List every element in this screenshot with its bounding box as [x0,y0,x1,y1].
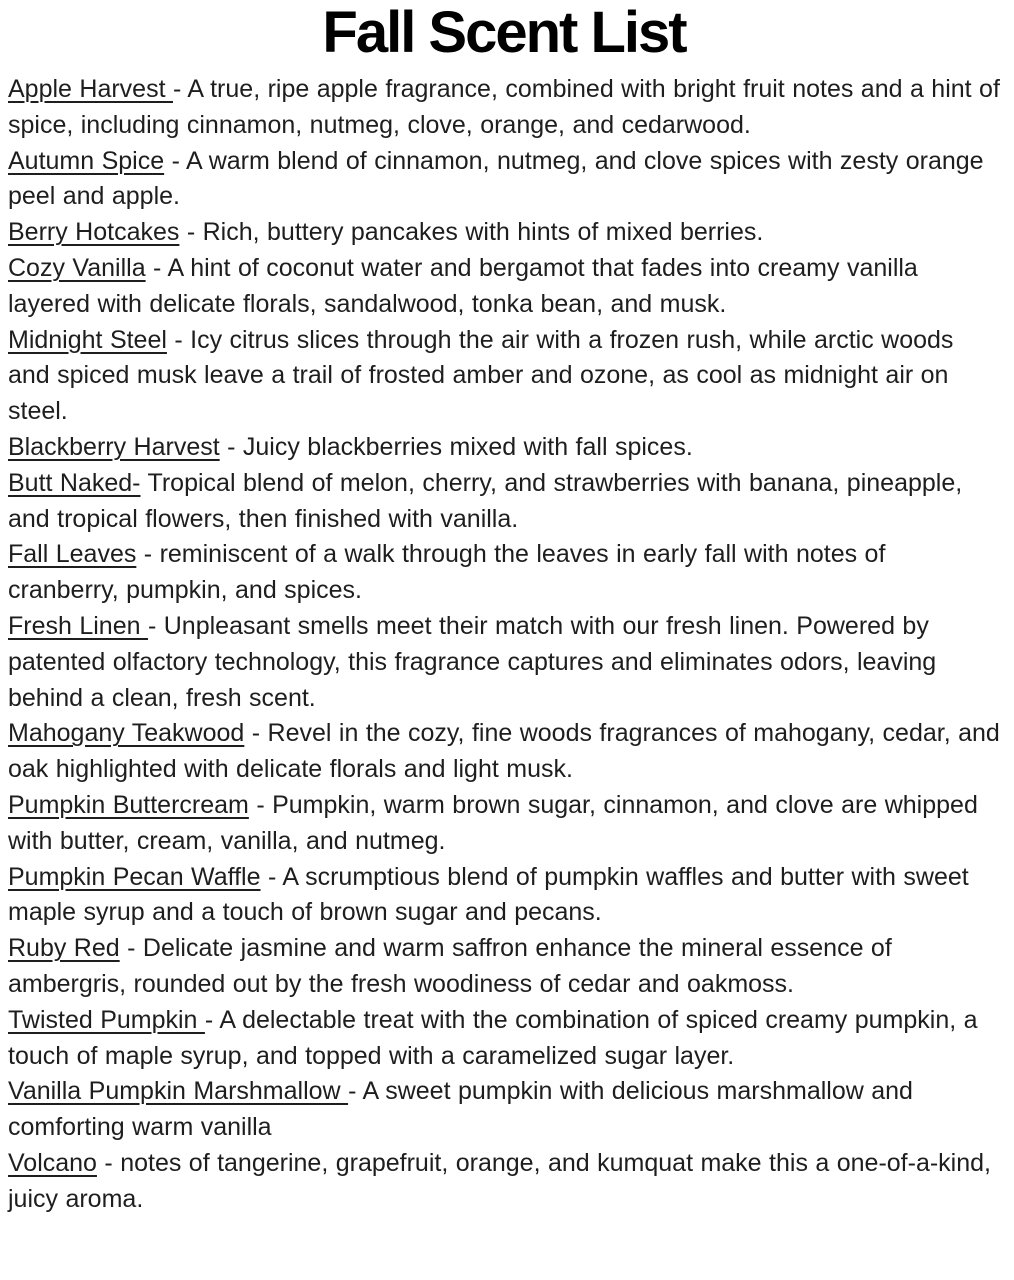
scent-separator: - [164,146,186,175]
scent-entry [8,72,1000,144]
scent-description: notes of tangerine, grapefruit, orange, and kumquat make this a one-of-a-kind, juicy aroma. [8,1148,991,1213]
scent-separator: - [172,75,188,103]
scent-separator: - [119,934,143,963]
scent-description: A true, ripe apple fragrance, combined with bright fruit notes and a hint of spice, including cinnamon, nutmeg, clove, orange, and cedarwood. [8,75,1000,139]
scent-name: Ruby Red [8,934,120,963]
scent-name: Pumpkin Buttercream [8,790,249,819]
scent-description: Pumpkin, warm brown sugar, cinnamon, and clove are whipped with butter, cream, vanilla, and nutmeg. [8,790,978,855]
scent-description: Juicy blackberries mixed with fall spices. [242,432,693,461]
scent-description: Delicate jasmine and warm saffron enhance the mineral essence of ambergris, rounded out by the fresh woodiness of cedar and oakmoss. [8,934,892,998]
scent-separator: - [248,790,273,819]
scent-entry [8,430,1000,466]
scent-name: Midnight Steel [8,325,167,354]
scent-description: A warm blend of cinnamon, nutmeg, and clove spices with zesty orange peel and apple. [8,146,984,211]
scent-name: Volcano [8,1148,97,1177]
scent-name: Blackberry Harvest [8,432,220,461]
scent-name: Cozy Vanilla [8,253,146,282]
scent-entry [8,860,1000,932]
scent-separator: - [244,719,268,748]
scent-separator: - [166,325,191,354]
scent-entry [8,323,1000,430]
scent-name: Mahogany Teakwood [8,719,245,748]
scent-separator: - [179,218,203,247]
scent-entry [8,931,1000,1003]
scent-description: A hint of coconut water and bergamot that fades into creamy vanilla layered with delicate florals, sandalwood, tonka bean, and musk. [8,253,918,318]
scent-name: Twisted Pumpkin [8,1005,205,1034]
scent-name: Autumn Spice [8,146,165,175]
scent-name: Vanilla Pumpkin Marshmallow [8,1077,349,1106]
scent-description: reminiscent of a walk through the leaves in early fall with notes of cranberry, pumpkin, and spices. [8,540,886,605]
scent-separator: - [147,611,164,640]
scent-entry [8,609,1000,716]
scent-separator: - [204,1005,220,1034]
scent-separator: - [136,540,160,569]
scent-name: Berry Hotcakes [8,218,180,247]
scent-description: Revel in the cozy, fine woods fragrances of mahogany, cedar, and oak highlighted with delicate florals and light musk. [8,719,1000,784]
scent-entry [8,716,1000,788]
scent-name: Pumpkin Pecan Waffle [8,862,261,891]
scent-description: A delectable treat with the combination of spiced creamy pumpkin, a touch of maple syrup, and topped with a caramelized sugar layer. [8,1005,978,1070]
scent-entry [8,215,1000,251]
scent-separator [141,469,148,497]
scent-entry [8,1003,1000,1075]
scent-separator: - [145,253,168,282]
scent-name: Butt Naked- [8,468,141,497]
scent-name: Apple Harvest [8,75,173,103]
scent-description: Icy citrus slices through the air with a frozen rush, while arctic woods and spiced musk leave a trail of frosted amber and ozone, as cool as midnight air on steel. [8,325,954,426]
scent-entry [8,1074,1000,1146]
scent-separator: - [219,432,243,461]
scent-entry [8,1146,1000,1218]
scent-entry [8,788,1000,860]
scent-description: A scrumptious blend of pumpkin waffles and butter with sweet maple syrup and a touch of brown sugar and pecans. [8,862,969,927]
scent-name: Fall Leaves [8,540,137,569]
scent-name: Fresh Linen [8,611,148,640]
scent-description: Unpleasant smells meet their match with our fresh linen. Powered by patented olfactory technology, this fragrance captures and eliminates odors, leaving behind a clean, fresh scent. [8,611,937,712]
scent-entry [8,144,1000,216]
scent-description: Rich, buttery pancakes with hints of mixed berries. [202,218,764,247]
scent-separator: - [96,1148,121,1177]
scent-separator: - [260,862,283,891]
scent-entry [8,466,1000,538]
scent-entry [8,537,1000,609]
page-title: Fall Scent List [322,0,686,65]
scent-description: Tropical blend of melon, cherry, and strawberries with banana, pineapple, and tropical flowers, then finished with vanilla. [8,468,963,533]
scent-entry [8,251,1000,323]
scent-separator: - [348,1077,363,1106]
scent-list [8,72,1000,1218]
scent-description: A sweet pumpkin with delicious marshmallow and comforting warm vanilla [8,1077,913,1142]
